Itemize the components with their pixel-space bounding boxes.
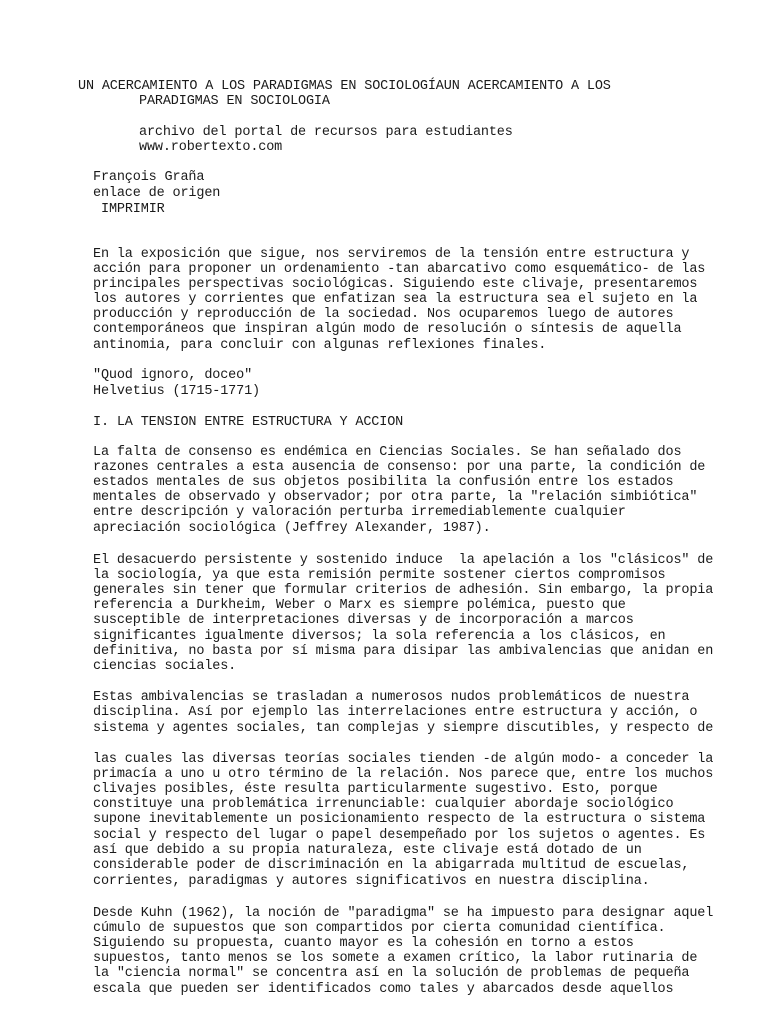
document-title: UN ACERCAMIENTO A LOS PARADIGMAS EN SOCIOLOGÍAUN ACERCAMIENTO A LOS <box>78 79 611 94</box>
paragraph-line: sistema y agentes sociales, tan complejas y siempre discutibles, y respecto de <box>93 721 714 736</box>
paragraph-line: entre descripción y valoración perturba irremediablemente cualquier <box>93 505 626 520</box>
paragraph-line: considerable poder de discriminación en la abigarrada multitud de escuelas, <box>93 858 690 873</box>
archive-description: archivo del portal de recursos para estudiantes <box>139 125 513 140</box>
paragraph-line: escala que pueden ser identificados como tales y abarcados desde aquellos <box>93 982 674 997</box>
paragraph-line: Siguiendo su propuesta, cuanto mayor es la cohesión en torno a estos <box>93 936 634 951</box>
paragraph-line: constituye una problemática irrenunciable: cualquier abordaje sociológico <box>93 797 674 812</box>
paragraph-line: antinomia, para concluir con algunas reflexiones finales. <box>93 338 547 353</box>
paragraph-line: razones centrales a esta ausencia de consenso: por una parte, la condición de <box>93 460 706 475</box>
paragraph-line: contemporáneos que inspiran algún modo de resolución o síntesis de aquella <box>93 322 682 337</box>
paragraph-line: supone inevitablemente un posicionamiento respecto de la estructura o sistema <box>93 812 706 827</box>
paragraph-line: El desacuerdo persistente y sostenido induce la apelación a los "clásicos" de <box>93 553 714 568</box>
paragraph-line: Estas ambivalencias se trasladan a numerosos nudos problemáticos de nuestra <box>93 690 690 705</box>
paragraph-line: las cuales las diversas teorías sociales tienden -de algún modo- a conceder la <box>93 752 714 767</box>
paragraph-line: supuestos, tanto menos se los somete a examen crítico, la labor rutinaria de <box>93 951 698 966</box>
section-heading: I. LA TENSION ENTRE ESTRUCTURA Y ACCION <box>93 415 404 430</box>
epigraph-author: Helvetius (1715-1771) <box>93 384 260 399</box>
print-link[interactable]: IMPRIMIR <box>101 202 165 217</box>
paragraph-line: social y respecto del lugar o papel desempeñado por los sujetos o agentes. Es <box>93 828 706 843</box>
paragraph-line: definitiva, no basta por sí misma para disipar las ambivalencias que anidan en <box>93 644 714 659</box>
paragraph-line: Desde Kuhn (1962), la noción de "paradigma" se ha impuesto para designar aquel <box>93 906 714 921</box>
source-link[interactable]: enlace de origen <box>93 186 221 201</box>
website-link[interactable]: www.robertexto.com <box>139 140 283 155</box>
paragraph-line: ciencias sociales. <box>93 659 237 674</box>
paragraph-line: apreciación sociológica (Jeffrey Alexander, 1987). <box>93 521 491 536</box>
paragraph-line: la sociología, ya que esta remisión permite sostener ciertos compromisos <box>93 568 666 583</box>
paragraph-line: estados mentales de sus objetos posibilita la confusión entre los estados <box>93 475 674 490</box>
paragraph-line: susceptible de interpretaciones diversas y de incorporación a marcos <box>93 613 634 628</box>
paragraph-line: En la exposición que sigue, nos serviremos de la tensión entre estructura y <box>93 247 690 262</box>
paragraph-line: clivajes posibles, éste resulta particularmente sugestivo. Esto, porque <box>93 782 658 797</box>
paragraph-line: principales perspectivas sociológicas. Siguiendo este clivaje, presentaremos <box>93 277 698 292</box>
paragraph-line: referencia a Durkheim, Weber o Marx es siempre polémica, puesto que <box>93 598 626 613</box>
paragraph-line: cúmulo de supuestos que son compartidos por cierta comunidad científica. <box>93 921 666 936</box>
paragraph-line: los autores y corrientes que enfatizan sea la estructura sea el sujeto en la <box>93 292 698 307</box>
paragraph-line: la "ciencia normal" se concentra así en la solución de problemas de pequeña <box>93 966 690 981</box>
paragraph-line: disciplina. Así por ejemplo las interrelaciones entre estructura y acción, o <box>93 705 698 720</box>
paragraph-line: generales sin tener que formular criterios de adhesión. Sin embargo, la propia <box>93 583 714 598</box>
paragraph-line: La falta de consenso es endémica en Ciencias Sociales. Se han señalado dos <box>93 445 682 460</box>
document-title-continuation: PARADIGMAS EN SOCIOLOGIA <box>139 94 330 109</box>
paragraph-line: primacía a uno u otro término de la relación. Nos parece que, entre los muchos <box>93 767 714 782</box>
author-name: François Graña <box>93 170 205 185</box>
epigraph-quote: "Quod ignoro, doceo" <box>93 368 253 383</box>
paragraph-line: producción y reproducción de la sociedad. Nos ocuparemos luego de autores <box>93 307 674 322</box>
paragraph-line: así que debido a su propia naturaleza, este clivaje está dotado de un <box>93 843 642 858</box>
paragraph-line: mentales de observado y observador; por otra parte, la "relación simbiótica" <box>93 490 698 505</box>
paragraph-line: acción para proponer un ordenamiento -tan abarcativo como esquemático- de las <box>93 262 706 277</box>
paragraph-line: significantes igualmente diversos; la sola referencia a los clásicos, en <box>93 629 666 644</box>
paragraph-line: corrientes, paradigmas y autores significativos en nuestra disciplina. <box>93 874 650 889</box>
